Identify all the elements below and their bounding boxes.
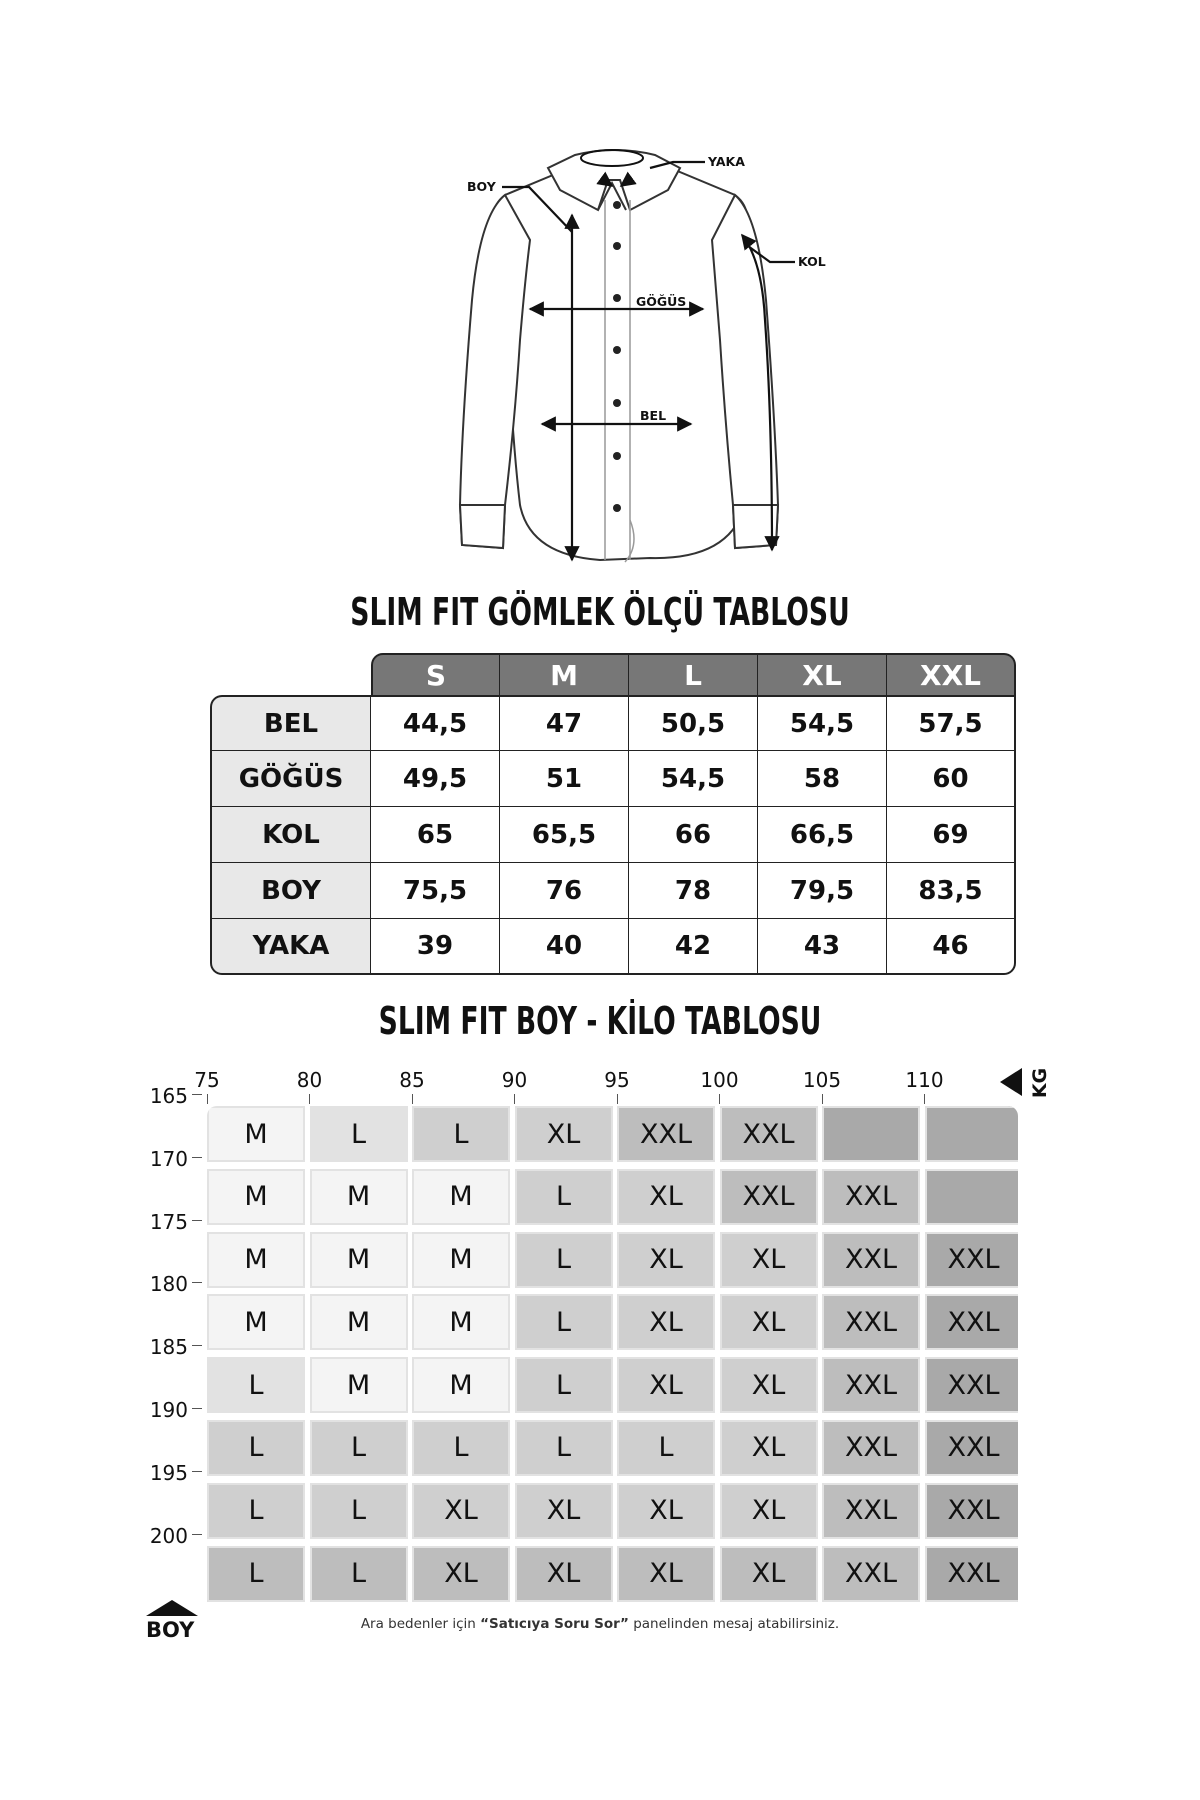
kg-tick — [207, 1094, 208, 1104]
grid-cell — [822, 1106, 920, 1162]
grid-cell: L — [515, 1294, 613, 1350]
grid-cell: XXL — [925, 1546, 1019, 1602]
grid-cell: M — [207, 1294, 305, 1350]
measurement-value: 49,5 — [371, 751, 500, 807]
size-table — [210, 653, 1016, 975]
grid-cell: XXL — [822, 1357, 920, 1413]
boy-tick — [192, 1094, 202, 1095]
grid-cell: L — [617, 1420, 715, 1476]
grid-cell: XXL — [925, 1232, 1019, 1288]
kg-tick-label: 75 — [194, 1068, 220, 1092]
shirt-outline — [460, 150, 778, 562]
measurement-value: 58 — [758, 751, 887, 807]
grid-cell: XXL — [925, 1483, 1019, 1539]
grid-cell: XXL — [822, 1483, 920, 1539]
grid-cell: L — [515, 1232, 613, 1288]
grid-cell: L — [310, 1106, 408, 1162]
measurement-label: BEL — [210, 695, 371, 751]
kg-tick — [514, 1094, 515, 1104]
grid-cell: XXL — [617, 1106, 715, 1162]
grid-cell: XL — [617, 1294, 715, 1350]
measurement-row — [210, 751, 1016, 807]
measurement-label: YAKA — [210, 919, 371, 975]
grid-cell: L — [310, 1546, 408, 1602]
grid-cell: M — [207, 1232, 305, 1288]
measurement-value: 46 — [887, 919, 1016, 975]
grid-cell: XL — [617, 1546, 715, 1602]
measurement-value: 43 — [758, 919, 887, 975]
grid-cell: XXL — [720, 1106, 818, 1162]
boy-tick-label: 200 — [149, 1523, 188, 1548]
boy-tick-label: 190 — [149, 1398, 188, 1422]
kg-tick-label: 95 — [604, 1068, 630, 1092]
grid-cell: XL — [617, 1357, 715, 1413]
bel-label: BEL — [640, 408, 667, 423]
boy-tick-label: 185 — [149, 1335, 188, 1360]
grid-cell: XL — [720, 1232, 818, 1288]
grid-cell: XXL — [822, 1232, 920, 1288]
boy-tick-label: 180 — [149, 1272, 188, 1297]
measurement-value: 54,5 — [629, 751, 758, 807]
size-header-row — [210, 653, 1016, 695]
kg-tick — [719, 1094, 720, 1104]
measurement-value: 66 — [629, 807, 758, 863]
grid-cell: M — [412, 1357, 510, 1413]
boy-tick — [192, 1282, 202, 1283]
boy-tick — [192, 1534, 202, 1535]
measurement-row — [210, 863, 1016, 919]
grid-cell — [925, 1106, 1019, 1162]
grid-cell: M — [310, 1232, 408, 1288]
boy-tick-label: 170 — [149, 1146, 188, 1171]
grid-cell: L — [412, 1420, 510, 1476]
kg-tick-label: 90 — [501, 1068, 528, 1092]
measurement-value: 54,5 — [758, 695, 887, 751]
grid-cell: L — [412, 1106, 510, 1162]
grid-cell: XXL — [925, 1294, 1019, 1350]
measurement-value: 42 — [629, 919, 758, 975]
grid-cell: L — [310, 1483, 408, 1539]
measurement-value: 51 — [500, 751, 629, 807]
measurement-value: 50,5 — [629, 695, 758, 751]
measurement-value: 57,5 — [887, 695, 1016, 751]
size-table-title: SLIM FIT GÖMLEK ÖLÇÜ TABLOSU — [350, 590, 850, 634]
measurement-value: 76 — [500, 863, 629, 919]
grid-cell: M — [412, 1169, 510, 1225]
grid-cell: XL — [617, 1169, 715, 1225]
grid-cell: M — [310, 1294, 408, 1350]
grid-cell: L — [515, 1420, 613, 1476]
kg-tick-label: 105 — [802, 1068, 842, 1092]
boy-tick — [192, 1345, 202, 1346]
measurement-row — [210, 807, 1016, 863]
grid-cell: M — [412, 1294, 510, 1350]
boy-kilo-title: SLIM FIT BOY - KİLO TABLOSU — [378, 999, 822, 1043]
grid-cell: XL — [617, 1232, 715, 1288]
grid-cell: XL — [515, 1546, 613, 1602]
grid-cell: M — [207, 1106, 305, 1162]
grid-cell: L — [515, 1169, 613, 1225]
grid-cell: XL — [720, 1483, 818, 1539]
kg-axis-label: KG — [1029, 1067, 1052, 1099]
kg-arrow-icon — [1000, 1068, 1022, 1096]
grid-cell — [925, 1169, 1019, 1225]
measurement-value: 75,5 — [371, 863, 500, 919]
measurement-value: 65 — [371, 807, 500, 863]
measurement-value: 60 — [887, 751, 1016, 807]
grid-cell: XL — [720, 1294, 818, 1350]
boy-tick-label: 195 — [149, 1460, 188, 1485]
grid-cell: L — [207, 1546, 305, 1602]
grid-cell: L — [207, 1420, 305, 1476]
size-header: S — [371, 653, 500, 695]
grid-cell: L — [310, 1420, 408, 1476]
kg-tick — [822, 1094, 823, 1104]
measurement-value: 65,5 — [500, 807, 629, 863]
grid-cell: XXL — [822, 1420, 920, 1476]
boy-tick-label: 175 — [149, 1209, 188, 1234]
boy-tick — [192, 1408, 202, 1409]
measurement-value: 39 — [371, 919, 500, 975]
size-header: XL — [758, 653, 887, 695]
grid-cell: XL — [412, 1483, 510, 1539]
size-header: L — [629, 653, 758, 695]
boy-label: BOY — [467, 179, 496, 194]
grid-cell: XXL — [822, 1294, 920, 1350]
kg-tick — [617, 1094, 618, 1104]
grid-cell: XL — [720, 1420, 818, 1476]
measurement-value: 66,5 — [758, 807, 887, 863]
kg-tick-label: 85 — [399, 1068, 425, 1092]
measurement-value: 83,5 — [887, 863, 1016, 919]
boy-tick-label: 165 — [149, 1084, 188, 1108]
grid-cell: XXL — [925, 1420, 1019, 1476]
grid-cell: XXL — [822, 1546, 920, 1602]
kg-tick-label: 100 — [700, 1068, 739, 1092]
boy-kilo-grid — [207, 1106, 1018, 1610]
measurement-label: KOL — [210, 807, 371, 863]
grid-cell: M — [310, 1357, 408, 1413]
grid-cell: M — [207, 1169, 305, 1225]
grid-cell: M — [310, 1169, 408, 1225]
measurement-value: 47 — [500, 695, 629, 751]
grid-cell: XXL — [925, 1357, 1019, 1413]
boy-tick — [192, 1157, 202, 1158]
kg-tick — [309, 1094, 310, 1104]
grid-cell: XXL — [720, 1169, 818, 1225]
measurement-value: 79,5 — [758, 863, 887, 919]
grid-cell: XL — [515, 1483, 613, 1539]
measurement-value: 40 — [500, 919, 629, 975]
measurement-value: 44,5 — [371, 695, 500, 751]
boy-tick — [192, 1471, 202, 1472]
gogus-label: GÖĞÜS — [636, 294, 687, 309]
kg-tick-label: 110 — [905, 1068, 944, 1092]
measurement-row — [210, 919, 1016, 975]
measurement-label: GÖĞÜS — [210, 751, 371, 807]
boy-axis-label: BOY — [146, 1618, 195, 1642]
size-header: XXL — [887, 653, 1016, 695]
boy-tick — [192, 1220, 202, 1221]
measurement-row — [210, 695, 1016, 751]
grid-cell: XXL — [822, 1169, 920, 1225]
shirt-diagram — [0, 0, 1200, 580]
measurement-value: 69 — [887, 807, 1016, 863]
measurement-value: 78 — [629, 863, 758, 919]
grid-cell: XL — [412, 1546, 510, 1602]
measurement-label: BOY — [210, 863, 371, 919]
grid-cell: L — [515, 1357, 613, 1413]
kg-tick-label: 80 — [296, 1068, 323, 1092]
kg-tick — [924, 1094, 925, 1104]
grid-cell: M — [412, 1232, 510, 1288]
kg-tick — [412, 1094, 413, 1104]
grid-cell: XL — [617, 1483, 715, 1539]
footnote: Ara bedenler için “Satıcıya Soru Sor” panelinden mesaj atabilirsiniz. — [360, 1616, 840, 1632]
grid-cell: L — [207, 1357, 305, 1413]
size-header: M — [500, 653, 629, 695]
grid-cell: L — [207, 1483, 305, 1539]
yaka-label: YAKA — [708, 154, 745, 169]
kol-label: KOL — [798, 254, 826, 269]
grid-cell: XL — [515, 1106, 613, 1162]
grid-cell: XL — [720, 1546, 818, 1602]
boy-arrow-icon — [146, 1600, 198, 1616]
grid-cell: XL — [720, 1357, 818, 1413]
